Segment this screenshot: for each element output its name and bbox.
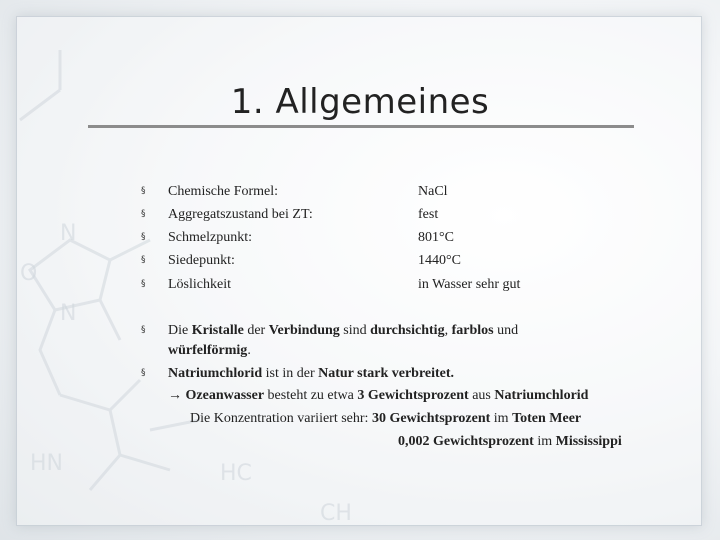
watermark-glyph-n2: N: [60, 301, 77, 326]
slide-title: 1. Allgemeines: [230, 82, 490, 122]
ocean-water-line: [168, 388, 588, 404]
crystal-description-line2: [168, 343, 251, 359]
property-value-melting: 801°C: [418, 230, 454, 245]
occurrence-line: [168, 366, 454, 382]
text-span: ist in der: [262, 366, 319, 381]
property-value-formula: NaCl: [418, 184, 448, 199]
concentration-line: [190, 411, 581, 427]
bullet-icon: §: [141, 279, 146, 289]
bold-span: 30 Gewichtsprozent: [371, 411, 491, 426]
title-underline: [88, 125, 634, 128]
property-value-solubility: in Wasser sehr gut: [418, 277, 521, 292]
property-label-melting: Schmelzpunkt:: [168, 230, 252, 245]
crystal-description-line1: [168, 323, 518, 339]
bold-span: Mississippi: [555, 434, 622, 449]
bold-span: Natriumchlorid: [168, 366, 263, 381]
property-label-boiling: Siedepunkt:: [168, 253, 235, 268]
bullet-icon: §: [141, 232, 146, 242]
bold-span: würfelförmig: [168, 343, 248, 358]
watermark-glyph-n: N: [60, 221, 77, 246]
watermark-glyph-o: O: [20, 261, 38, 286]
bold-span: Natriumchlorid: [494, 388, 589, 403]
bullet-icon: §: [141, 255, 146, 265]
bold-span: Ozeanwasser: [185, 388, 265, 403]
bold-span: Verbindung: [268, 323, 340, 338]
text-span: der: [243, 323, 269, 338]
bullet-icon: §: [141, 325, 146, 335]
bold-span: durchsichtig: [370, 323, 445, 338]
watermark-glyph-hn: HN: [30, 451, 63, 476]
property-label-state: Aggregatszustand bei ZT:: [168, 207, 313, 222]
bold-span: Toten Meer: [512, 411, 582, 426]
property-label-solubility: Löslichkeit: [168, 277, 231, 292]
text-span: aus: [468, 388, 495, 403]
mississippi-line: [398, 434, 622, 450]
bold-span: Natur stark verbreitet.: [318, 366, 455, 381]
text-span: im: [533, 434, 556, 449]
text-span: sind: [339, 323, 371, 338]
text-span: besteht zu etwa: [264, 388, 358, 403]
property-value-state: fest: [418, 207, 439, 222]
bold-span: Kristalle: [191, 323, 244, 338]
bullet-icon: §: [141, 209, 146, 219]
text-span: .: [247, 343, 251, 358]
text-span: und: [493, 323, 519, 338]
property-value-boiling: 1440°C: [418, 253, 461, 268]
bold-span: 3 Gewichtsprozent: [357, 388, 469, 403]
bold-span: farblos: [451, 323, 494, 338]
arrow-icon: →: [168, 388, 186, 403]
text-span: im: [490, 411, 513, 426]
text-span: Die Konzentration variiert sehr:: [190, 411, 372, 426]
text-span: ,: [444, 323, 452, 338]
property-label-formula: Chemische Formel:: [168, 184, 279, 199]
watermark-glyph-ch: CH: [320, 501, 352, 526]
bullet-icon: §: [141, 368, 146, 378]
bold-span: 0,002 Gewichtsprozent: [398, 434, 534, 449]
text-span: Die: [168, 323, 192, 338]
bullet-icon: §: [141, 186, 146, 196]
watermark-glyph-hc: HC: [220, 461, 252, 486]
